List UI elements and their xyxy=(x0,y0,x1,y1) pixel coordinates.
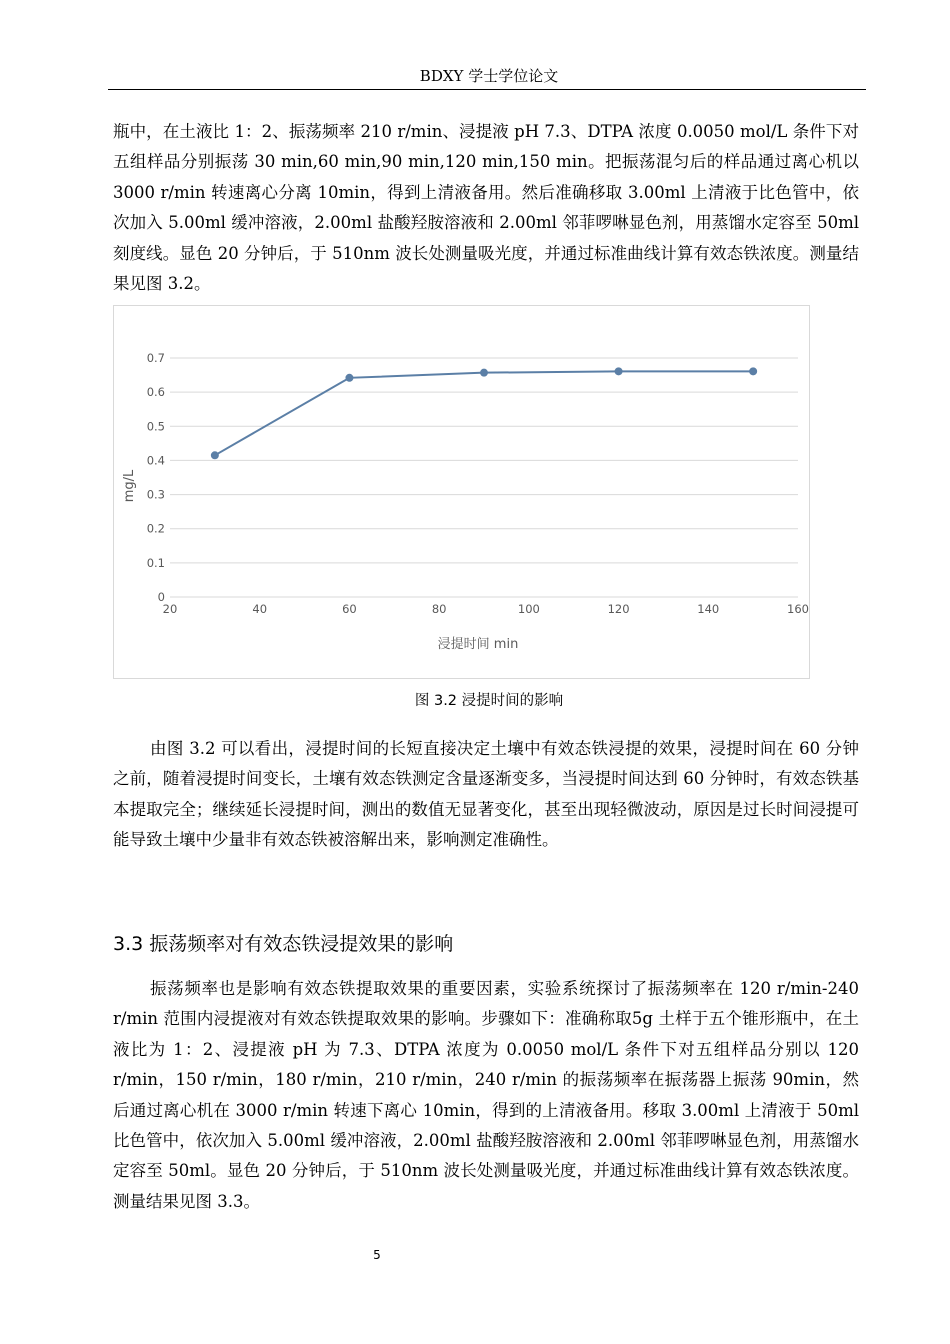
x-tick-label: 20 xyxy=(162,602,178,616)
body-paragraph-2: 由图 3.2 可以看出，浸提时间的长短直接决定土壤中有效态铁浸提的效果，浸提时间在 60 分钟之前，随着浸提时间变长，土壤有效态铁测定含量逐渐变多，当浸提时间达到 60 分钟时，有效态铁基本提取完全；继续延长浸提时间，测出的数值无显著变化，甚至出现轻微波动，原因是过长时间浸提可能导致土壤中少量非有效态铁被溶解出来，影响测定准确性。 xyxy=(113,739,859,850)
figure-3-2-chart xyxy=(113,305,810,679)
y-tick-label: 0.2 xyxy=(146,521,165,536)
y-tick-label: 0.1 xyxy=(146,555,165,570)
x-tick-labels xyxy=(163,602,809,616)
y-tick-label: 0.6 xyxy=(146,385,165,400)
running-header: BDXY 学士学位论文 xyxy=(419,67,559,85)
x-tick-label: 80 xyxy=(431,602,447,616)
data-point xyxy=(480,369,488,377)
x-tick-label: 60 xyxy=(342,602,357,616)
y-tick-label: 0.5 xyxy=(146,419,165,434)
figure-caption: 图 3.2 浸提时间的影响 xyxy=(414,693,564,709)
y-tick-label: 0.7 xyxy=(146,351,165,365)
data-points xyxy=(211,367,757,459)
data-point xyxy=(211,451,219,459)
section-heading: 3.3 振荡频率对有效态铁浸提效果的影响 xyxy=(113,933,454,955)
x-tick-label: 40 xyxy=(252,602,268,616)
series-line xyxy=(215,371,753,455)
y-tick-labels xyxy=(147,351,165,604)
header-rule xyxy=(108,89,866,90)
x-tick-label: 160 xyxy=(787,602,809,616)
page-number: 5 xyxy=(373,1248,381,1262)
x-axis-label: 浸提时间 min xyxy=(437,637,519,652)
data-point xyxy=(345,374,353,382)
y-tick-label: 0.4 xyxy=(146,453,165,468)
data-point xyxy=(749,367,757,375)
chart-gridlines xyxy=(170,358,798,597)
y-tick-label: 0.3 xyxy=(146,487,165,502)
body-paragraph-3: 振荡频率也是影响有效态铁提取效果的重要因素，实验系统探讨了振荡频率在 120 r/min-240 r/min 范围内浸提液对有效态铁提取效果的影响。步骤如下：准确称取5g 土样于五个锥形瓶中，在土液比为 1：2、浸提液 pH 为 7.3、DTPA 浓度为 0.0050 mol/L 条件下对五组样品分别以 120 r/min，150 r/min，180 r/min，210 r/min，240 r/min 的振荡频率在振荡器上振荡 90min，然后通过离心机在 3000 r/min 转速下离心 10min，得到的上清液备用。移取 3.00ml 上清液于 50ml 比色管中，依次加入 5.00ml 缓冲溶液，2.00ml 盐酸羟胺溶液和 2.00ml 邻菲啰啉显色剂，用蒸馏水定容至 50ml。显色 20 分钟后，于 510nm 波长处测量吸光度，并通过标准曲线计算有效态铁浓度。测量结果见图 3.3。 xyxy=(113,979,859,1211)
x-tick-label: 140 xyxy=(697,602,720,616)
x-tick-label: 120 xyxy=(607,602,630,616)
body-paragraph-1: 瓶中，在土液比 1：2、振荡频率 210 r/min、浸提液 pH 7.3、DTPA 浓度 0.0050 mol/L 条件下对五组样品分别振荡 30 min,60 min,90 min,120 min,150 min。把振荡混匀后的样品通过离心机以 3000 r/min 转速离心分离 10min，得到上清液备用。然后准确移取 3.00ml 上清液于比色管中，依次加入 5.00ml 缓冲溶液，2.00ml 盐酸羟胺溶液和 2.00ml 邻菲啰啉显色剂，用蒸馏水定容至 50ml 刻度线。显色 20 分钟后，于 510nm 波长处测量吸光度，并通过标准曲线计算有效态铁浓度。测量结果见图 3.2。 xyxy=(113,122,859,294)
y-axis-label: mg/L xyxy=(122,469,137,503)
y-tick-label: 0 xyxy=(157,590,165,604)
data-point xyxy=(615,367,623,375)
line-chart xyxy=(114,306,811,680)
x-tick-label: 100 xyxy=(517,602,540,616)
